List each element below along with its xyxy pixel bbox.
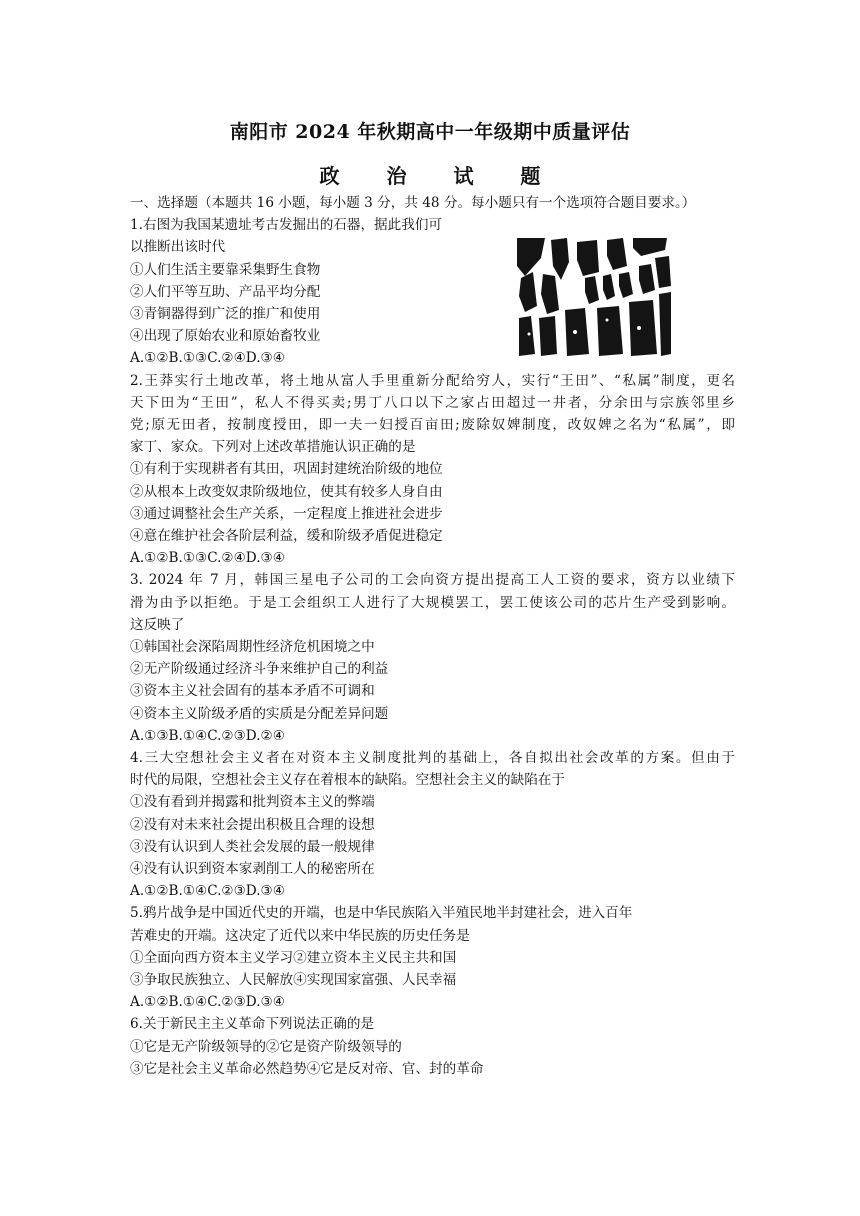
q1-option: ①人们生活主要靠采集野生食物 bbox=[130, 261, 321, 278]
q2-answers: A.①②B.①③C.②④D.③④ bbox=[130, 550, 285, 567]
q3-option: ④资本主义阶级矛盾的实质是分配差异问题 bbox=[130, 705, 389, 722]
q5-answers: A.①②B.①④C.②③D.③④ bbox=[130, 994, 285, 1011]
q1-stem-line: 1.右图为我国某遗址考古发掘出的石器，据此我们可 bbox=[130, 217, 443, 234]
q4-option: ③没有认识到人类社会发展的最一般规律 bbox=[130, 838, 375, 855]
q1-stem-line: 以推断出该时代 bbox=[130, 239, 226, 256]
q3-answers: A.①③B.①④C.②③D.②④ bbox=[130, 727, 285, 744]
section-heading: 一、选择题（本题共 16 小题，每小题 3 分，共 48 分。每小题只有一个选项符合题目要求。） bbox=[130, 195, 696, 211]
q4-option: ①没有看到并揭露和批判资本主义的弊端 bbox=[130, 794, 375, 811]
q1-option: ②人们平等互助、产品平均分配 bbox=[130, 283, 321, 300]
q1-option: ④出现了原始农业和原始畜牧业 bbox=[130, 328, 321, 345]
q5-stem-line: 苦难史的开端。这决定了近代以来中华民族的历史任务是 bbox=[130, 927, 470, 944]
q2-option: ③通过调整社会生产关系，一定程度上推进社会进步 bbox=[130, 505, 443, 522]
q4-stem-line: 4.三大空想社会主义者在对资本主义制度批判的基础上，各自拟出社会改革的方案。但由于 bbox=[130, 750, 735, 766]
q2-option: ④意在维护社会各阶层利益，缓和阶级矛盾促进稳定 bbox=[130, 528, 443, 544]
q1-option: ③青铜器得到广泛的推广和使用 bbox=[130, 306, 321, 323]
q2-stem-line: 天下田为“王田”，私人不得买卖;男丁八口以下之家占田超过一井者，分余田与宗族邻里乡 bbox=[130, 394, 735, 411]
q3-stem-line: 3. 2024 年 7 月，韩国三星电子公司的工会向资方提出提高工人工资的要求，资方以业绩下 bbox=[130, 572, 735, 589]
q3-stem-line: 这反映了 bbox=[130, 616, 185, 633]
q2-stem-line: 家丁、家众。下列对上述改革措施认识正确的是 bbox=[130, 439, 416, 456]
q2-option: ①有利于实现耕者有其田，巩固封建统治阶级的地位 bbox=[130, 461, 443, 478]
exam-subtitle: 政 治 试 题 bbox=[319, 164, 561, 188]
q5-stem-line: 5.鸦片战争是中国近代史的开端，也是中华民族陷入半殖民地半封建社会，进入百年 bbox=[130, 905, 633, 922]
exam-title: 南阳市 2024 年秋期高中一年级期中质量评估 bbox=[229, 121, 631, 143]
questions-content bbox=[130, 192, 735, 1080]
q3-option: ③资本主义社会固有的基本矛盾不可调和 bbox=[130, 683, 375, 700]
q1-answers: A.①②B.①③C.②④D.③④ bbox=[130, 350, 285, 367]
q4-stem-line: 时代的局限，空想社会主义存在着根本的缺陷。空想社会主义的缺陷在于 bbox=[130, 772, 565, 789]
q3-option: ①韩国社会深陷周期性经济危机困境之中 bbox=[130, 638, 375, 655]
q6-stem-line: 6.关于新民主主义革命下列说法正确的是 bbox=[130, 1016, 375, 1033]
q6-option: ③它是社会主义革命必然趋势④它是反对帝、官、封的革命 bbox=[130, 1060, 484, 1077]
q5-option: ①全面向西方资本主义学习②建立资本主义民主共和国 bbox=[130, 949, 457, 966]
q5-option: ③争取民族独立、人民解放④实现国家富强、人民幸福 bbox=[130, 972, 457, 989]
q2-stem-line: 2.王莽实行土地改革，将土地从富人手里重新分配给穷人，实行“王田”、“私属”制度，更名 bbox=[130, 372, 735, 389]
q3-stem-line: 滑为由予以拒绝。于是工会组织工人进行了大规模罢工，罢工使该公司的芯片生产受到影响。 bbox=[130, 594, 735, 611]
q3-option: ②无产阶级通过经济斗争来维护自己的利益 bbox=[130, 661, 389, 678]
q2-stem-line: 党;原无田者，按制度授田，即一夫一妇授百亩田;废除奴婢制度，改奴婢之名为“私属”，即 bbox=[130, 417, 735, 433]
q2-option: ②从根本上改变奴隶阶级地位，使其有较多人身自由 bbox=[130, 483, 443, 500]
q4-answers: A.①②B.①④C.②③D.③④ bbox=[130, 883, 285, 900]
q4-option: ④没有认识到资本家剥削工人的秘密所在 bbox=[130, 861, 375, 877]
q6-option: ①它是无产阶级领导的②它是资产阶级领导的 bbox=[130, 1038, 402, 1055]
q4-option: ②没有对未来社会提出积极且合理的设想 bbox=[130, 816, 375, 833]
